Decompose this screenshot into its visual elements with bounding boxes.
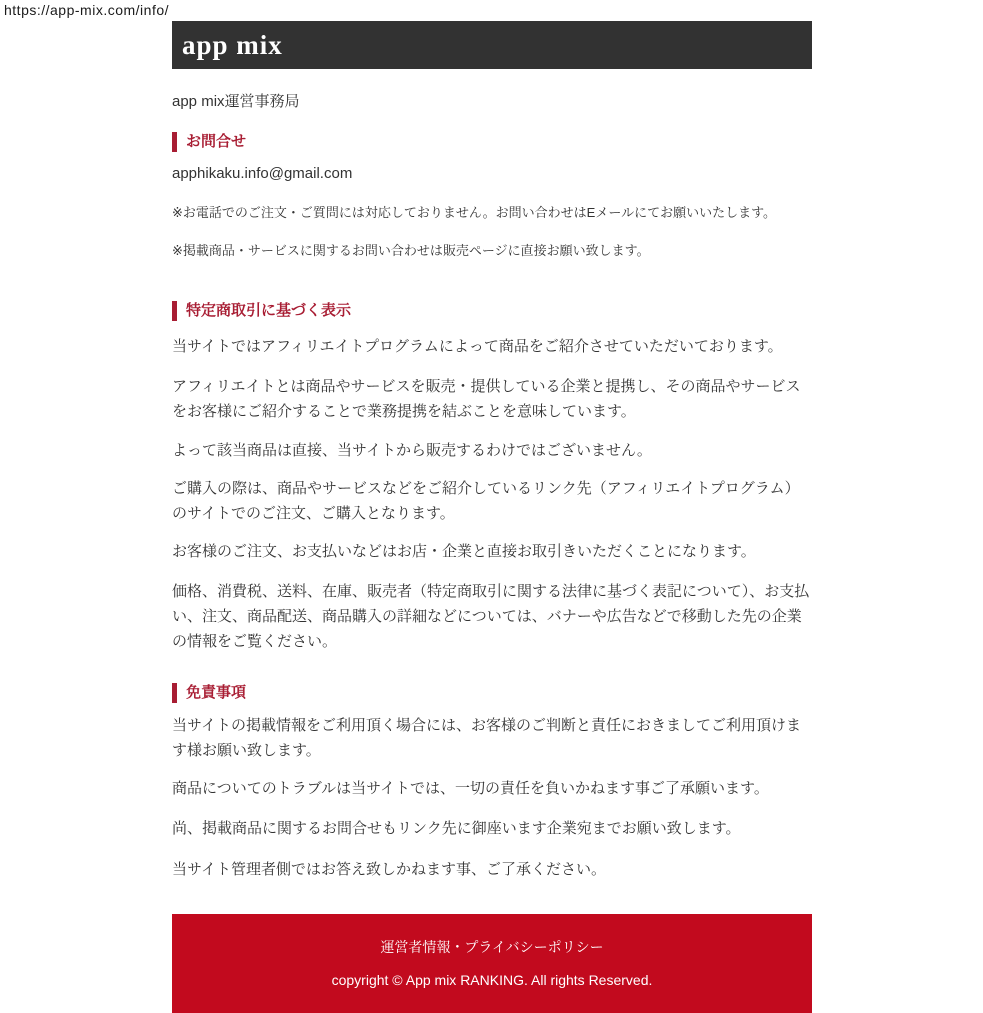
contact-email: apphikaku.info@gmail.com: [172, 165, 353, 182]
tokutei-paragraph: ご購入の際は、商品やサービスなどをご紹介しているリンク先（アフィリエイトプログラム）のサイトでのご注文、ご購入となります。: [172, 480, 800, 522]
section-heading-contact: お問合せ: [172, 132, 812, 152]
site-header-bar: [172, 21, 812, 69]
disclaimer-paragraph: 当サイトの掲載情報をご利用頂く場合には、お客様のご判断と責任におきましてご利用頂けます様お願い致します。: [172, 717, 801, 759]
disclaimer-paragraph: 商品についてのトラブルは当サイトでは、一切の責任を負いかねます事ご了承願います。: [172, 780, 769, 797]
tokutei-paragraph: 価格、消費税、送料、在庫、販売者（特定商取引に関する法律に基づく表記について）、お支払い、注文、商品配送、商品購入の詳細などについては、バナーや広告などで移動した先の企業の情報をご覧ください。: [172, 583, 810, 650]
disclaimer-paragraph: 尚、掲載商品に関するお問合せもリンク先に御座います企業宛までお願い致します。: [172, 820, 741, 837]
disclaimer-paragraph: 当サイト管理者側ではお答え致しかねます事、ご了承ください。: [172, 861, 606, 878]
tokutei-paragraph: よって該当商品は直接、当サイトから販売するわけではございません。: [172, 442, 652, 459]
footer-copyright: copyright © App mix RANKING. All rights Reserved.: [331, 972, 653, 988]
page-url-text: https://app-mix.com/info/: [4, 2, 170, 18]
contact-note-products: ※掲載商品・サービスに関するお問い合わせは販売ページに直接お願い致します。: [172, 243, 650, 258]
tokutei-paragraph: お客様のご注文、お支払いなどはお店・企業と直接お取引きいただくことになります。: [172, 543, 756, 560]
content-column: [172, 21, 812, 882]
section-heading-tokutei-shotorihiki: 特定商取引に基づく表示: [172, 301, 812, 321]
site-footer: [172, 914, 812, 1013]
tokutei-paragraph: アフィリエイトとは商品やサービスを販売・提供している企業と提携し、その商品やサービスをお客様にご紹介することで業務提携を結ぶことを意味しています。: [172, 378, 801, 420]
operator-name: app mix運営事務局: [172, 93, 300, 110]
section-heading-disclaimer: 免責事項: [172, 683, 812, 703]
contact-note-phone: ※お電話でのご注文・ご質問には対応しておりません。お問い合わせはEメールにてお願いいたします。: [172, 205, 777, 220]
site-logo[interactable]: app mix: [182, 29, 283, 60]
tokutei-paragraph: 当サイトではアフィリエイトプログラムによって商品をご紹介させていただいております。: [172, 338, 783, 355]
footer-privacy-policy-link[interactable]: 運営者情報・プライバシーポリシー: [380, 939, 604, 955]
